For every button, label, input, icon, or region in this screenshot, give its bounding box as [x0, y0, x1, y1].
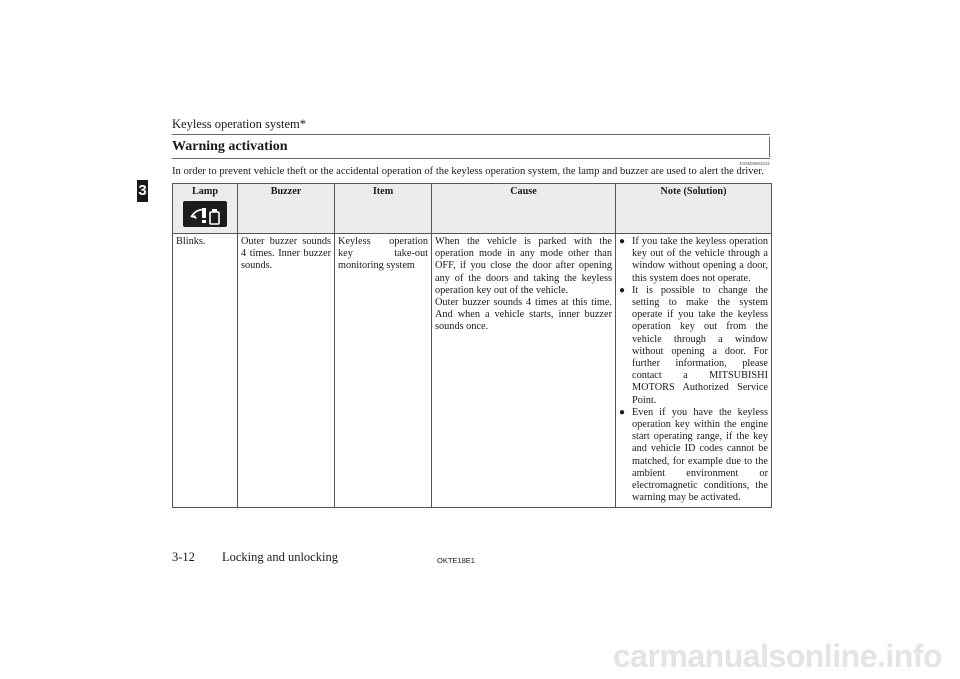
header-rule [172, 134, 770, 135]
col-header-note: Note (Solution) [616, 184, 772, 234]
list-item: ● Even if you have the keyless operation key within the engine start operating range, if the key and vehicle ID codes cannot be matched, for example due to the ambient environment or electromagnetic conditions, the warning may be activated. [619, 407, 768, 505]
title-rule [172, 158, 770, 159]
cell-lamp: Blinks. [173, 234, 238, 508]
col-header-lamp-label: Lamp [191, 186, 219, 197]
page-number: 3-12 [172, 550, 195, 564]
table-header-row [173, 184, 772, 234]
col-header-item: Item [335, 184, 432, 234]
notes-list [619, 236, 768, 504]
cell-cause [432, 234, 616, 508]
cell-buzzer: Outer buzzer sounds 4 times. Inner buzzer sounds. [238, 234, 335, 508]
col-header-cause: Cause [432, 184, 616, 234]
section-title: Warning activation [172, 139, 288, 154]
section-code: E00509902031 [739, 161, 770, 166]
cell-item: Keyless operation key take-out monitoring system [335, 234, 432, 508]
footer-section-name: Locking and unlocking [222, 550, 338, 564]
warning-table [172, 183, 772, 508]
cell-notes [616, 234, 772, 508]
document-code: OKTE18E1 [437, 556, 475, 565]
list-item: ● If you take the keyless operation key out of the vehicle through a window without opening a door, this system does not operate. [619, 236, 768, 285]
cause-paragraph: When the vehicle is parked with the operation mode in any mode other than OFF, if you close the door after opening any of the doors and taking the keyless operation key out of the vehicle. [435, 236, 612, 296]
col-header-buzzer: Buzzer [238, 184, 335, 234]
table-row [173, 234, 772, 508]
watermark: carmanualsonline.info [612, 638, 942, 674]
section-title-bar [172, 137, 770, 157]
col-header-lamp [173, 184, 238, 234]
chapter-tab: 3 [137, 180, 148, 202]
list-item: ● It is possible to change the setting to make the system operate if you take the keyless operation key out from the vehicle through a window without opening a door. For further information, please contact a MITSUBISHI MOTORS Authorized Service Point. [619, 285, 768, 407]
running-title: Keyless operation system* [172, 117, 307, 131]
cause-paragraph: Outer buzzer sounds 4 times at this time. And when a vehicle starts, inner buzzer sounds once. [435, 297, 612, 333]
keyless-warning-lamp-icon [183, 201, 227, 227]
intro-paragraph: In order to prevent vehicle theft or the accidental operation of the keyless operation system, the lamp and buzzer are used to alert the driver. [172, 166, 764, 177]
